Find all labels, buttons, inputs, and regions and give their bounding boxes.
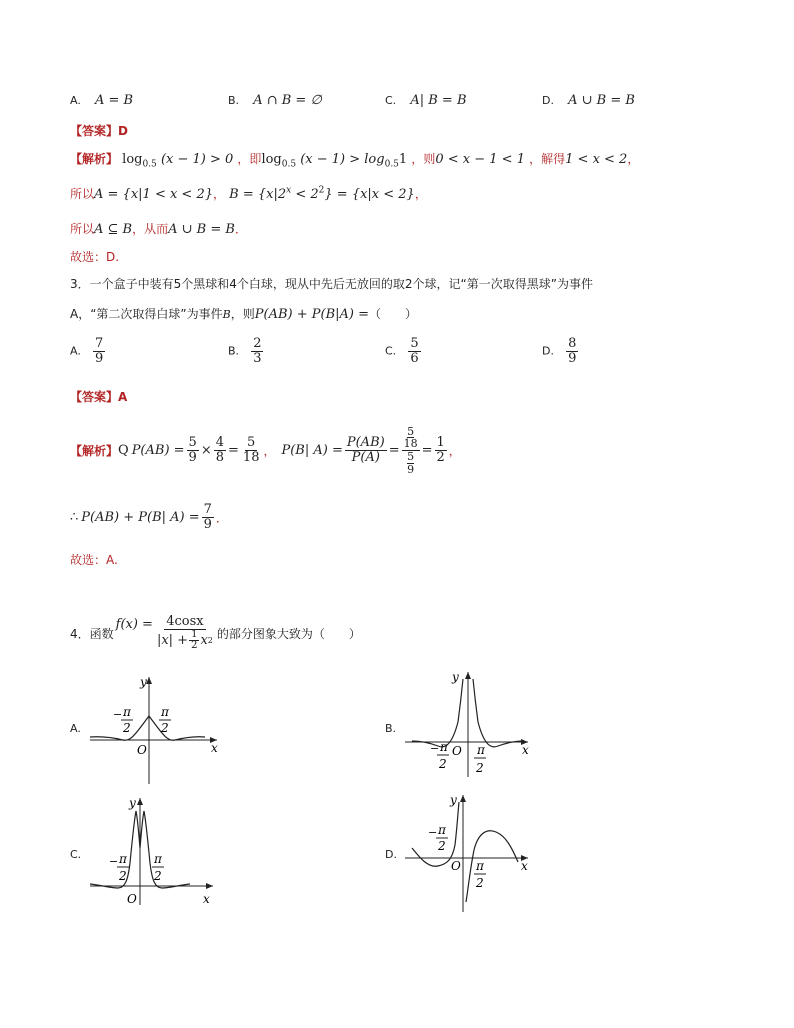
pi-den: 2 [439,757,447,771]
answer-value: D [118,124,128,138]
fx: f(x) = [115,617,153,632]
set-b: } = {x|x < 2} [324,187,415,202]
comma: ， [263,444,276,458]
expr: 0 < x − 1 < 1 [435,152,525,167]
origin-label: O [127,892,137,906]
q2-analysis-line2 [70,185,427,202]
event-b: B [222,308,231,321]
x-arrow [206,883,213,889]
text: A，“第二次取得白球”为事件 [70,307,223,321]
x-label: x [522,743,529,757]
x-label: x [521,859,528,873]
q2-option-a[interactable] [70,93,133,108]
exp: x [286,185,292,196]
pi-num: π [438,823,446,837]
fraction: $\frac{5}{18}$ [242,435,260,465]
q3-stem-line1: 3．一个盒子中装有5个黑球和4个白球，现从中先后无放回的取2个球，记“第一次取得黑球”为事件 [70,277,593,291]
q3-option-a[interactable] [70,337,105,365]
option-label: A. [70,94,81,107]
option-label: B. [228,94,240,107]
x-label: x [203,892,210,906]
log-base-3: 0.5 [384,159,399,170]
text: 所以 [70,187,95,201]
text: ，则 [411,152,436,166]
q2-option-c[interactable] [385,93,467,108]
analysis-tag: 【解析】 [70,152,119,166]
q2-option-b[interactable] [228,93,322,108]
set-b: < 2 [291,187,319,202]
pi-den: 2 [438,839,446,853]
expr: P(AB) + P(B| A) = [81,509,200,525]
expr: (x − 1) > log [300,152,385,167]
y-arrow [460,795,466,802]
option-expr: A ∩ B = ∅ [253,93,322,108]
pi-num: π [440,740,448,754]
q4-graph-d[interactable] [400,790,540,915]
pi-den: 2 [161,721,169,735]
text: 4．函数 [70,627,114,641]
option-expr: A = B [94,93,134,108]
q3-sum-line [70,503,228,531]
expr: P(AB) + P(B|A) = [254,307,369,322]
option-label: B. [228,344,240,358]
text: （ ） [369,307,418,321]
fraction: $\frac{7}{9}$ [203,502,212,532]
q3-option-b[interactable] [228,337,263,365]
origin-label: O [451,859,461,873]
neg-sign: − [430,742,440,755]
pi-num: π [119,852,127,866]
pi-num: π [123,705,131,719]
text: ，解得 [529,152,566,166]
q4-graph-b[interactable] [400,667,540,782]
expr: 1 < x < 2 [565,152,628,167]
set-a: A = {x|1 < x < 2} [94,187,214,202]
option-fraction: $\frac{2}{3}$ [253,336,262,366]
expr: A ⊆ B [94,222,133,237]
because-symbol: Q [118,443,129,458]
times: × [200,443,212,458]
text: ，从而 [132,222,169,236]
option-label: C. [385,344,397,358]
q2-analysis-line1 [70,150,639,170]
log-base-2: 0.5 [281,159,297,170]
answer-tag: 【答案】 [70,390,119,404]
text: ， [213,187,226,201]
y-arrow [146,677,152,684]
option-label: C. [385,94,397,107]
y-label: y [452,670,459,684]
q3-option-d[interactable] [542,337,578,365]
q2-answer [70,122,128,139]
fraction: $\frac{1}{2}$ [436,435,445,465]
option-label: D. [542,344,554,358]
pi-den: 2 [119,869,127,883]
complex-fraction: 5 18 5 9 [403,424,418,476]
option-fraction: $\frac{7}{9}$ [94,336,104,366]
log-base: 0.5 [142,159,157,170]
expr: 1 [398,152,408,167]
text: ，则 [230,307,255,321]
y-arrow [465,672,471,679]
q2-conclusion: 故选：D. [70,250,120,264]
text: ， [627,152,640,166]
option-fraction: $\frac{8}{9}$ [568,336,577,366]
answer-tag: 【答案】 [70,124,119,138]
neg-sign: − [428,826,438,839]
q2-analysis-line3 [70,220,247,237]
q3-answer [70,388,127,405]
option-label: A. [70,344,81,358]
curve-right [466,831,518,902]
q4-option-a-label[interactable]: A. [70,722,81,735]
text: 的部分图象大致为（ ） [216,627,361,641]
option-expr: A| B = B [410,93,467,108]
y-label: y [129,796,136,810]
pi-num: π [477,743,485,757]
option-fraction: $\frac{5}{6}$ [410,336,419,366]
period: ． [215,510,228,525]
pi-den: 2 [123,721,131,735]
option-expr: A ∪ B = B [568,93,635,108]
neg-sign: − [113,708,123,721]
origin-label: O [452,744,462,758]
q4-graph-c[interactable] [85,793,225,908]
q2-option-d[interactable] [542,93,635,108]
pi-den: 2 [154,869,162,883]
curve [90,716,205,740]
equals: = [421,443,433,458]
y-label: y [450,793,457,807]
pi-den: 2 [476,876,484,890]
q4-graph-a[interactable] [85,672,225,787]
equals: = [388,443,400,458]
text: ，即 [237,152,262,166]
expr: P(B| A) = [281,443,343,458]
neg-sign: − [109,855,119,868]
set-b: B = {x|2 [229,187,287,202]
q4-stem [70,606,361,661]
fraction: $\frac{P(AB)}{P(A)}$ [346,435,385,465]
pi-num: π [154,852,162,866]
pi-num: π [161,705,169,719]
q3-option-c[interactable] [385,337,421,365]
pi-num: π [476,859,484,873]
expr: P(AB) = [131,443,185,458]
y-label: y [140,675,147,689]
equals: = [228,443,239,458]
text: 所以 [70,222,95,236]
q3-stem-line2 [70,305,417,322]
expr: (x − 1) > 0 [160,152,234,167]
comma: ， [448,444,461,458]
answer-value: A [118,390,128,404]
origin-label: O [137,743,147,757]
text: ． [234,222,247,236]
exp: 2 [318,185,325,196]
pi-den: 2 [476,761,484,775]
x-label: x [211,741,218,755]
q4-option-c-label[interactable]: C. [70,848,82,861]
fraction: $\frac{5}{9}$ [188,435,197,465]
analysis-tag: 【解析】 [70,444,119,458]
text: ， [414,187,427,201]
q3-conclusion: 故选：A. [70,553,118,567]
log-text: log [122,152,143,167]
q3-analysis [70,413,461,488]
q4-option-d-label[interactable]: D. [385,848,397,861]
fraction: $\frac{4}{8}$ [215,435,225,465]
log-text-2: log [261,152,282,167]
function-fraction: 4cosx |x| + $\frac{1}{2}$ x 2 [156,614,213,652]
option-label: D. [542,94,554,107]
expr: A ∪ B = B [168,222,235,237]
y-arrow [137,798,143,805]
therefore-symbol: ∴ [70,509,79,525]
q4-option-b-label[interactable]: B. [385,722,397,735]
